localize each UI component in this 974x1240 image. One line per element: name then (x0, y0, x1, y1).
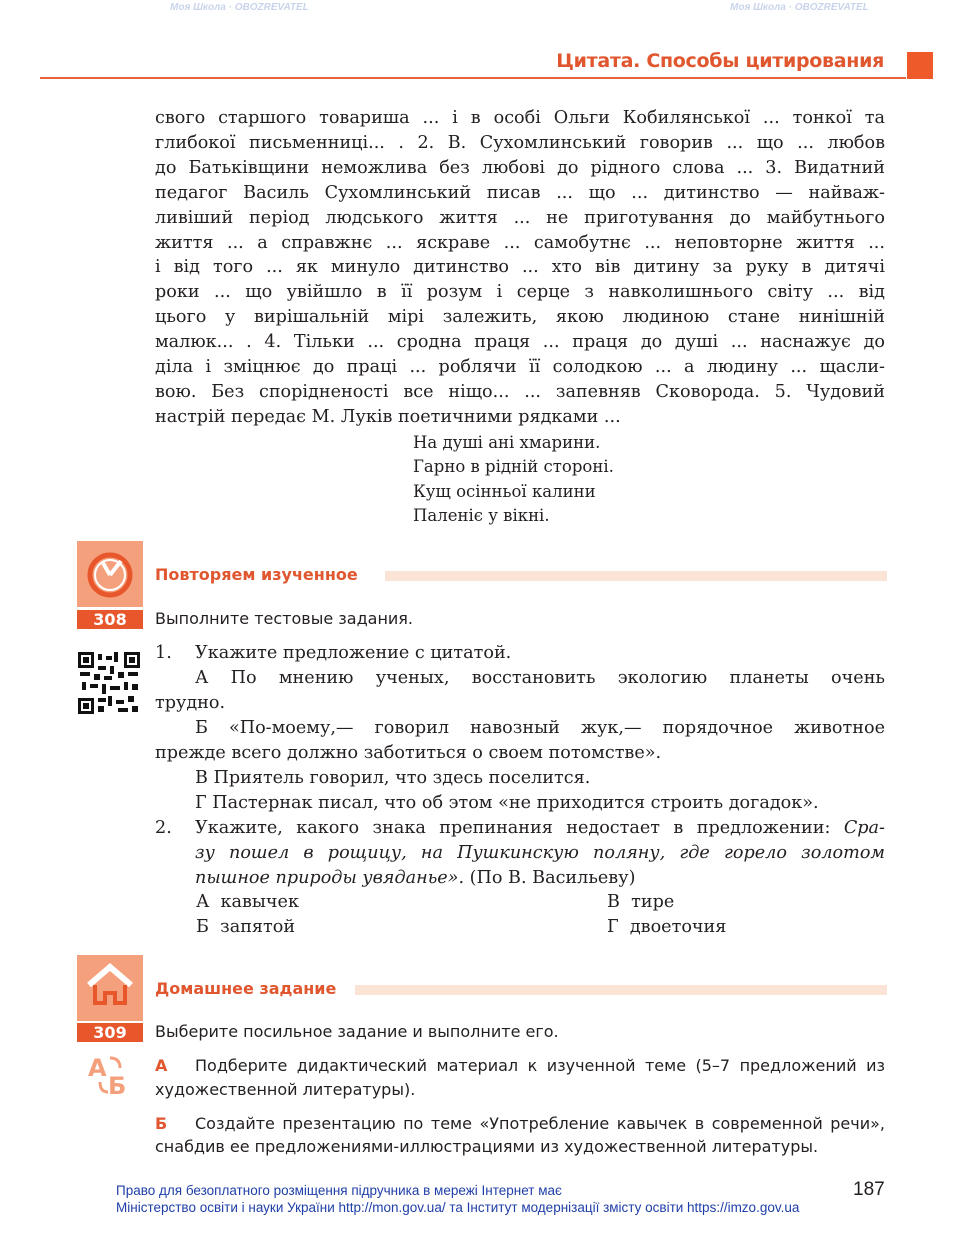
section-bar (355, 985, 887, 995)
section-bar (385, 571, 887, 581)
section-title-review: Повторяем изученное (155, 565, 358, 584)
task-b-line1: Создайте презентацию по теме «Употребление кавычек в современной речи», (195, 1114, 885, 1133)
option-text: запятой (220, 917, 296, 937)
task-letter-b: Б (155, 1114, 168, 1133)
footer-line2[interactable]: Міністерство освіти і науки України http://mon.gov.ua/ та Інститут модернізації змісту освіти https://imzo.gov.ua (116, 1200, 800, 1215)
q2-option-a (196, 890, 299, 914)
exercise-line: ливіший період людського життя ... не приготування до майбутнього (155, 207, 885, 228)
svg-text:А: А (88, 1054, 107, 1082)
a-b-icon (88, 1052, 134, 1096)
q2-option-b (196, 915, 295, 939)
question-number: 2. (155, 818, 172, 838)
exercise-line: настрій передає М. Луків поетичними рядками ... (155, 406, 621, 427)
watermark: Моя Школа · OBOZREVATEL (730, 2, 869, 13)
option-letter: Б (196, 917, 209, 937)
q1-option-g: Г Пастернак писал, что об этом «не приходится строить догадок». (195, 793, 819, 813)
task-letter-a: А (155, 1056, 168, 1075)
task-a-line1: Подберите дидактический материал к изученной теме (5–7 предложений из (195, 1056, 885, 1075)
exercise-line: діла і зміцнює до праці ... роблячи її солодкою ... а людину ... щасли- (155, 357, 885, 377)
q2-source: (По В. Васильеву) (469, 868, 636, 888)
footer-line1: Право для безоплатного розміщення підручника в мережі Інтернет має (116, 1183, 562, 1198)
poem-line: На душі ані хмарини. (413, 433, 601, 452)
q1-option-a: А По мнению ученых, восстановить экологию планеты очень (195, 668, 885, 688)
house-icon (77, 955, 143, 1021)
option-letter: А (196, 892, 210, 912)
qr-code-icon[interactable] (78, 652, 140, 714)
watermark: Моя Школа · OBOZREVATEL (170, 2, 309, 13)
homework-instruction: Выберите посильное задание и выполните его. (155, 1022, 559, 1041)
header-rule (40, 77, 906, 79)
exercise-line: роки ... що увійшло в її розум і серце з навколишнього світу ... від (155, 282, 885, 303)
question-2-line1 (195, 816, 885, 840)
q2-option-g (607, 915, 726, 939)
question-2-line3 (195, 866, 885, 890)
exercise-line: глибокої письменниці... . 2. В. Сухомлинський говорив ... що ... любов (155, 132, 885, 153)
header-marker (907, 52, 933, 79)
q2-quote: Сра- (843, 818, 885, 838)
q2-quote-end: пышное природы увяданье». (195, 868, 465, 888)
q1-option-v: В Приятель говорил, что здесь поселится. (195, 768, 591, 788)
q2-text: Укажите, какого знака препинания недостает в предложении: (195, 818, 831, 838)
exercise-line: малюк... . 4. Тільки ... сродна праця ... праця до душі ... наснажує до (155, 332, 885, 353)
option-letter: В (607, 892, 620, 912)
exercise-number-308: 308 (77, 610, 143, 629)
exercise-line: життя ... а справжнє ... яскраве ... самобутнє ... неповторне життя ... (155, 232, 885, 253)
poem-line: Кущ осінньої калини (413, 481, 596, 501)
exercise-line: до Батьківщини неможлива без любові до рідного слова ... 3. Видатний (155, 157, 885, 178)
option-text: тире (631, 892, 675, 912)
q2-option-v (607, 890, 674, 914)
option-letter: Г (607, 917, 619, 937)
q1-option-a-cont: трудно. (155, 693, 226, 713)
poem-line: Гарно в рідній стороні. (413, 457, 614, 477)
question-2-line2: зу пошел в рощицу, на Пушкинскую поляну, где горело золотом (195, 843, 885, 863)
page-number: 187 (853, 1179, 885, 1200)
section-title-homework: Домашнее задание (155, 979, 337, 998)
exercise-number-309: 309 (77, 1023, 143, 1042)
chapter-title: Цитата. Способы цитирования (556, 50, 884, 72)
exercise-line: і від того ... як минуло дитинство ... хто вів дитину за руку в дитячі (155, 257, 885, 278)
q1-option-b-cont: прежде всего должно заботиться о своем потомстве». (155, 743, 662, 763)
q1-option-b: Б «По-моему,— говорил навозный жук,— порядочное животное (195, 718, 885, 738)
instruction: Выполните тестовые задания. (155, 609, 414, 628)
exercise-line: свого старшого товариша ... і в особі Ольги Кобилянської ... тонкої та (155, 108, 885, 128)
option-text: двоеточия (629, 917, 727, 937)
svg-text:Б: Б (108, 1072, 127, 1096)
exercise-line: вою. Без спорідненості все ніщо... ... запевняв Сковорода. 5. Чудовий (155, 381, 885, 402)
poem-line: Паленіє у вікні. (413, 505, 550, 525)
question-number: 1. (155, 643, 172, 663)
option-text: кавычек (220, 892, 299, 912)
task-b-line2: снабдив ее предложениями-иллюстрациями из художественной литературы. (155, 1137, 819, 1156)
question-1: Укажите предложение с цитатой. (195, 643, 512, 663)
clock-icon (77, 541, 143, 607)
exercise-line: педагог Василь Сухомлинський писав ... що ... дитинство — найваж- (155, 182, 885, 203)
task-a-line2: художественной литературы). (155, 1080, 416, 1099)
exercise-line: цього у вирішальній мірі залежить, якою людиною стане нинішній (155, 307, 885, 328)
